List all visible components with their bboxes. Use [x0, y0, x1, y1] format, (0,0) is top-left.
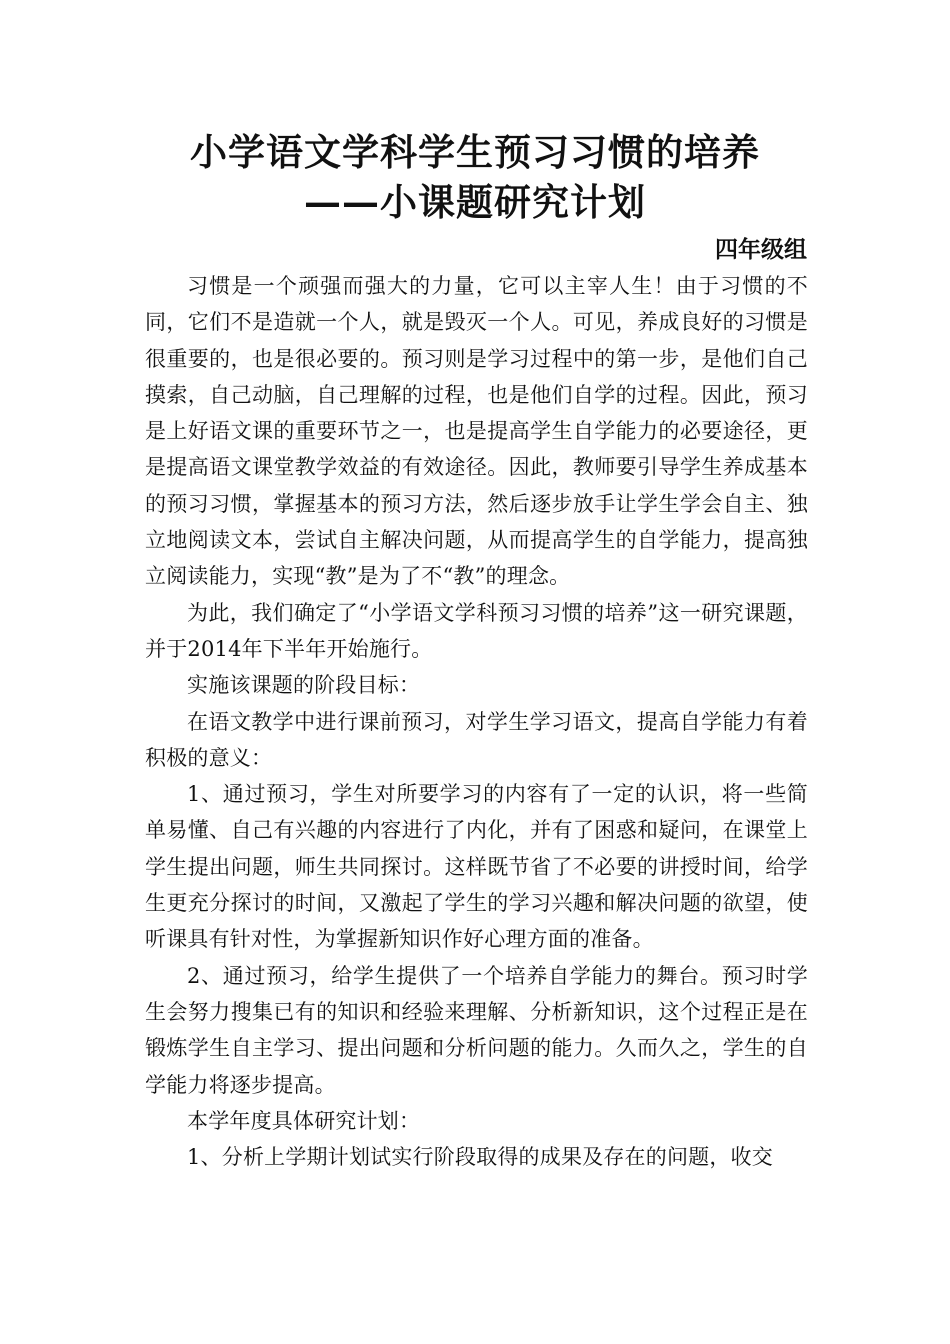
paragraph-goal-1: 1、通过预习，学生对所要学习的内容有了一定的认识，将一些简单易懂、自己有兴趣的内容进行了内化，并有了困惑和疑问，在课堂上学生提出问题，师生共同探讨。这样既节省了不必要的讲授时间，给学生更充分探讨的时间，又激起了学生的学习兴趣和解决问题的欲望，使听课具有针对性，为掌握新知识作好心理方面的准备。	[145, 782, 808, 952]
paragraph-topic: 为此，我们确定了“小学语文学科预习习惯的培养”这一研究课题，并于2014年下半年开始施行。	[145, 600, 808, 661]
paragraph-plan-heading: 本学年度具体研究计划：	[187, 1108, 421, 1133]
document-body	[145, 268, 808, 1175]
paragraph-goals-heading: 实施该课题的阶段目标：	[187, 673, 421, 698]
paragraph-plan-1: 1、分析上学期计划试实行阶段取得的成果及存在的问题，收交	[187, 1145, 773, 1170]
paragraph-goals-intro: 在语文教学中进行课前预习，对学生学习语文，提高自学能力有着积极的意义：	[145, 709, 808, 770]
paragraph-intro: 习惯是一个顽强而强大的力量，它可以主宰人生！由于习惯的不同，它们不是造就一个人，就是毁灭一个人。可见，养成良好的习惯是很重要的，也是很必要的。预习则是学习过程中的第一步，是他们自己摸索，自己动脑，自己理解的过程，也是他们自学的过程。因此，预习是上好语文课的重要环节之一，也是提高学生自学能力的必要途径，更是提高语文课堂教学效益的有效途径。因此，教师要引导学生养成基本的预习习惯，掌握基本的预习方法，然后逐步放手让学生学会自主、独立地阅读文本，尝试自主解决问题，从而提高学生的自学能力，提高独立阅读能力，实现“教”是为了不“教”的理念。	[145, 274, 808, 589]
document-subtitle: ——小课题研究计划	[304, 180, 646, 224]
author-group: 四年级组	[715, 236, 807, 263]
document-title: 小学语文学科学生预习习惯的培养	[190, 130, 760, 174]
paragraph-goal-2: 2、通过预习，给学生提供了一个培养自学能力的舞台。预习时学生会努力搜集已有的知识和经验来理解、分析新知识，这个过程正是在锻炼学生自主学习、提出问题和分析问题的能力。久而久之，学生的自学能力将逐步提高。	[145, 963, 808, 1097]
